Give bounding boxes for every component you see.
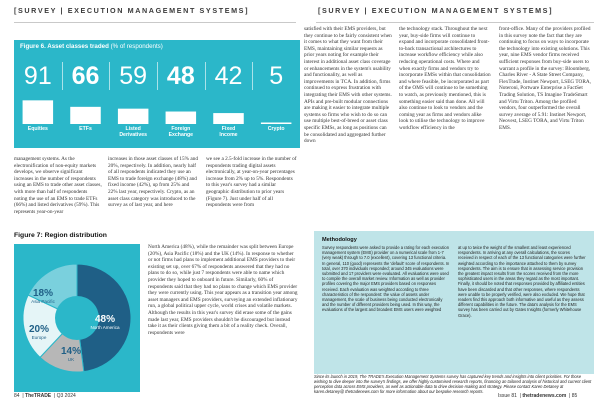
figure-7-percent-2: 20% [28,324,50,335]
methodology-box [314,231,594,374]
figure-7-region-2: Europe [31,335,47,340]
article-text-top-col1: satisfied with their EMS providers, but they continue to be fairly consistent when it comes to what they want from their EMS, maintaining similar requests as prior years noting for example their interest in additional asset class coverage or enhancements in the system's usability and functionality, as well as improvements in TCA. In addition, firms continued to express frustration with integrating their EMS with other systems. APIs and pre-built modular connections are making it easier to integrate multiple systems so firms who wish to do so can use multiple best-of-breed or asset class specific EMSs, as long as positions can be consolidated and aggregated further down [304,26,392,145]
figure-6-bar-0 [23,100,54,124]
figure-6-chart [14,40,300,148]
figure-6-value-4: 42 [214,62,243,90]
figure-6-category-3: Foreign Exchange [168,126,194,138]
figure-6-separator-3 [157,62,158,90]
page-number-right: 85 [571,393,578,399]
page-number-left: 84 [14,393,20,399]
promo-text: Since its launch in 2019, The TRADE's Execution Management Systems survey has captured key trends and insights into client priorities. For those wishing to dive deeper into the survey's findings, we offer highly customised research reports, financing an tailored analysis of historical and current client perception data across EMS providers, as well as actionable data to drive decision-making and strategy. Please contact Karen Detaney at karen.detaney@ thetradenews.com for more information about our bespoke research reports. [314,374,592,395]
figure-6-separator-1 [62,62,63,90]
figure-6-bar-5 [261,123,292,125]
issue-number: Issue 81 [498,393,517,399]
figure-6-value-2: 59 [119,62,148,90]
figure-7-pie [14,244,140,392]
figure-6-category-1: ETFs [79,126,92,132]
figure-7-percent-0: 48% [94,314,116,325]
figure-6-bar-1 [70,107,101,124]
figure-6-category-0: Equities [27,126,48,132]
article-text-top-col3: front-office. Many of the providers profiled in this survey note the fact that they are continuing to focus on ways to incorporate the technology into existing solutions. This year, nine EMS vendor firms received sufficient responses from buy-side users to warrant a profile in the survey: Bloomberg, Charles River - A State Street Company, FlexTrade, Instinet Newport, LSEG TORA, Noteroni, Portware Enterprise a FactSet Trading Solution, TS Imagine TradeSmart and Virtu Triton. Among the profiled vendors, four outperformed the overall survey average of 5.91: Instinet Newport, Neovest, LSEG TORA, and Virtu Triton EMS. [499,26,591,131]
figure-6-bar-4 [213,113,244,124]
footer-right: Issue 81 | thetradenews.com | 85 [498,393,578,399]
section-header-right: [SURVEY | EXECUTION MANAGEMENT SYSTEMS] [318,6,554,15]
figure-7-region-0: North America [90,325,120,330]
figure-6-bars [14,96,300,124]
figure-6-value-0: 91 [23,62,52,90]
figure-7-hole [55,296,99,340]
figure-7-percent-1: 18% [32,288,54,299]
figure-7-chart [14,244,140,392]
section-header-left: [SURVEY | EXECUTION MANAGEMENT SYSTEMS] [14,6,250,15]
article-text-mid-col2: increases in those asset classes of 15% and 20%, respectively. In addition, nearly half of all respondents indicated they use an EMS to trade foreign exchange (48%) and fixed income (42%), up from 25% and 22% last year, respectively. Crypto, as an asset class category was introduced to the survey as of last year, and here [108,156,198,209]
article-text-bottom: North America (48%), while the remainder was split between Europe (20%), Asia Pacific (18%) and the UK (14%). In response to whether or not firms had plans to implement additional EMS providers to their existing set up, over 67% of respondents answered that they had no plans to do so, while just 7 respondents were able to name which provider they hoped to onboard in future. Similarly, 60% of respondents said that they had no plans to change which EMS provider they were currently using. This year appears as a transition year among asset managers and EMS providers, surveying an extended inflationary run, a global political upper cycle, world crises and volatile markets. Although the results in this year's survey did erase some of the gains made last year, EMS providers shouldn't be discouraged but instead take it as their clients giving them a bit of a reality check. Overall, respondents were [148,244,298,336]
divider-right [316,22,594,23]
issue-quarter: Q3 2024 [56,393,76,399]
publication-name: TheTRADE [25,393,52,399]
methodology-col1: Survey respondents were asked to provide a rating for each execution management system (EMS) provider on a numerical scale from 1-7 (very weak) through to 7.0 (excellent), covering 13 functional criteria. In general, 110 (good) represents the 'default' score of respondents. In total, over 370 individuals responded; around 345 evaluations were submitted and 17 providers were evaluated. All evaluations were used to compile the overall market review. Information as well as provider profiles covering the major EMS providers based on responses received. Each evaluation was weighted according to three characteristics of the respondent: the value of assets under management, the scale of business being conducted electronically and the number of different providers being used. In this way, the evaluations of the largest and broadest EMS users were weighted [322,245,450,313]
article-text-top-col2: the technology stack. Throughout the next year, buy-side firms will continue to expand and incorporate consolidated front-to-back transactional architectures to increase workflow efficiency while also reducing operational costs. Where and when exactly firms and vendors try to incorporate EMSs within that consolidation and where feasible, be incorporated as part of the OMS will continue to be something to watch, as previously mentioned, this is something easier said than done. All will also continue to look to vendors and the coming year as firms and vendors alike look to utilise the technology to improve workflow efficiency in the [399,26,491,131]
figure-6-value-5: 5 [269,62,284,90]
article-text-mid-col1: management systems. As the electronification of non-equity markets develops, we observe significant increases in the number of respondents using an EMS to trade other asset classes, with more than half of respondents noting the use of an EMS to trade ETFs (66%) and listed derivatives (59%). This represents year-on-year [14,156,102,215]
divider-left [14,22,296,23]
methodology-title: Methodology [322,237,357,243]
figure-7-region-1: Asia Pacific [31,299,55,304]
figure-6-values [14,56,300,96]
figure-6-separator-4 [205,62,206,90]
figure-7-percent-3: 14% [60,346,82,357]
figure-6-value-1: 66 [71,62,100,90]
figure-6-title: Figure 6. Asset classes traded (% of respondents) [20,43,163,50]
methodology-col2: at up to twice the weight of the smallest and least experienced respondents. In arriving at any overall calculations, the scores received in respect of each of the 13 functional categories were further weighted according to the importance attached to them by survey respondents. The aim is to ensure that in assessing service provision the greatest impact results from the scores received from the more sophisticated users in the areas they regard as the most important. Finally, it should be noted that responses provided by affiliated entities have been discarded and that other responses, where respondents were unable to be properly verified, were also excluded. We hope that readers find this approach both informative and useful as they assess different capabilities in the future. The data's analysis for the EMS survey has been carried out by Gates Insights (formerly Whitehouse Grace). [458,245,586,318]
footer-left: 84 | TheTRADE | Q3 2024 [14,393,76,399]
figure-6-category-5: Crypto [267,126,285,132]
article-text-mid-col3: we see a 2.5-fold increase in the number of respondents trading digital assets electronically, at year-on-year percentages increase from 2% up to 5%. Respondents to this year's survey had a similar geographic distribution to prior years (Figure 7). Just under half of all respondents were from [206,156,297,209]
figure-7-title: Figure 7: Region distribution [14,232,107,239]
figure-6-bar-2 [118,109,149,124]
figure-6-bar-3 [166,112,197,124]
figure-6-separator-2 [109,62,110,90]
figure-6-category-2: Listed Derivatives [119,126,147,138]
figure-6-separator-5 [252,62,253,90]
figure-7-region-3: UK [67,357,75,362]
figure-6-category-4: Fixed Income [219,126,238,138]
figure-6-value-3: 48 [166,62,195,90]
site-name: thetradenews.com [522,393,567,399]
